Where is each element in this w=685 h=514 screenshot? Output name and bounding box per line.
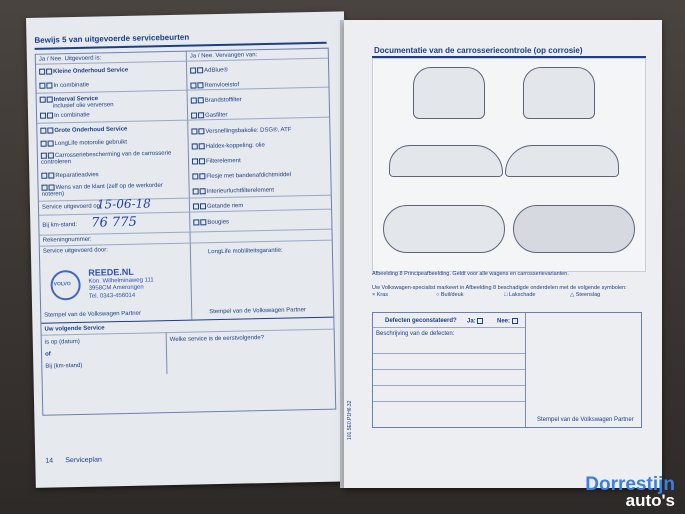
col-right-header: Ja / Nee. Vervangen van: [189,52,258,60]
legend-lak: □ Lakschade [504,292,536,298]
car-underbody-view [513,205,635,253]
col-left-header: Ja / Nee. Uitgevoerd is: [38,55,102,63]
page-footer: Serviceplan [65,456,102,465]
dealer-stamp: REEDE.NL Kon. Wilhelminaweg 111 3958CM Amerongen Tel. 0343-456014 [88,266,154,300]
item-grote: Grote Onderhoud Service [40,126,127,134]
right-page-title: Documentatie van de carrosseriecontrole (op corrosie) [374,46,583,55]
car-top-view [383,205,505,253]
legend-buil: ○ Buil/deuk [436,292,464,298]
stamp-caption-right: Stempel van de Volkswagen Partner [209,307,306,316]
item-versnellingsbak: Versnellingsbakolie: DSG®, ATF [191,126,291,135]
item-kleine-combi: In combinatie [39,82,89,90]
volvo-logo-icon: VOLVO [50,270,81,301]
car-diagram [372,58,646,272]
car-side-right [505,145,619,177]
legend-kras: × Kras [372,292,389,298]
item-interval-combi: In combinatie [40,112,90,120]
label-mobiliteit: LongLife mobiliteitsgarantie: [207,247,283,256]
defects-nee: Nee: [497,318,519,325]
handwritten-km: 76 775 [91,214,137,231]
car-rear-view [413,67,485,119]
next-service-of: of [44,351,51,358]
next-service-km: Bij (km-stand) [45,362,83,370]
item-adblue: AdBlue® [190,67,228,74]
item-interval-sub: inclusief olie verversen [52,102,114,110]
item-interval: Interval Service [40,96,98,104]
stamp-caption-left: Stempel van de Volkswagen Partner [44,310,142,319]
legend-steenslag: △ Steenslag [570,292,601,298]
item-haldex: Haldex-koppeling: olie [192,142,265,150]
item-bougies: Bougies [193,219,229,226]
label-service-date: Service uitgevoerd op: [41,203,102,211]
item-gasfilter: Gasfilter [191,112,227,119]
page-number: 14 [45,457,54,465]
checkbox-nee[interactable] [512,318,518,324]
left-page-title: Bewijs 5 van uitgevoerde servicebeurten [34,32,190,45]
car-side-left [389,145,503,177]
column-divider [186,52,193,320]
item-remvloeistof: Remvloeistof [190,82,239,90]
symbol-instruction: Uw Volkswagen-specialist markeert in Afbeelding 8 beschadigde onderdelen met de volgende symbolen: [372,285,627,291]
item-flesje: Flesje met bandenafdichtmiddel [192,171,291,180]
dealer-watermark-logo: Dorrestijn auto's [585,473,675,510]
item-wens: Wens van de klant (zelf op de werkorder noteren) [41,182,163,198]
item-filterelement: Filterelement [192,158,241,166]
defects-ja: Ja: [467,318,484,325]
car-front-view [523,67,595,119]
label-service-door: Service uitgevoerd door: [42,247,108,255]
item-brandstoffilter: Brandstoffilter [191,97,242,105]
item-kleine: Kleine Onderhoud Service [39,67,128,75]
description-label: Beschrijving van de defecten: [376,331,455,337]
item-interieurfilter: Interieurluchtfilterelement [193,187,274,195]
handwritten-date: 15-06-18 [96,196,151,212]
defects-form [372,312,642,428]
next-service-date: is op (datum) [44,338,80,346]
figure-caption: Afbeelding 8 Principeafbeelding. Geldt voor alle wagens en carrosserievarianten. [372,271,569,277]
label-rekening: Rekeningnummer: [42,236,92,244]
item-reparatie: Reparatieadvies [41,172,98,180]
defects-stamp-caption: Stempel van de Volkswagen Partner [537,417,634,423]
next-service-which: Welke service is de eerstvolgende? [169,335,265,344]
next-service-title: Uw volgende Service [44,325,105,333]
checkbox-ja[interactable] [477,318,483,324]
label-km: Bij km-stand: [42,221,78,229]
item-carrosserie: Carrosseriebescherming van de carrosserie controleren [40,150,172,166]
left-page [26,11,354,488]
item-getande-riem: Getande riem [193,202,243,210]
side-code: 101.5E0.P1H6.32 [347,400,353,440]
service-form [35,48,337,416]
right-page [344,20,662,488]
item-longlife: LongLife motorolie gebruikt [41,139,128,147]
defects-label: Defecten geconstateerd? [385,318,457,324]
